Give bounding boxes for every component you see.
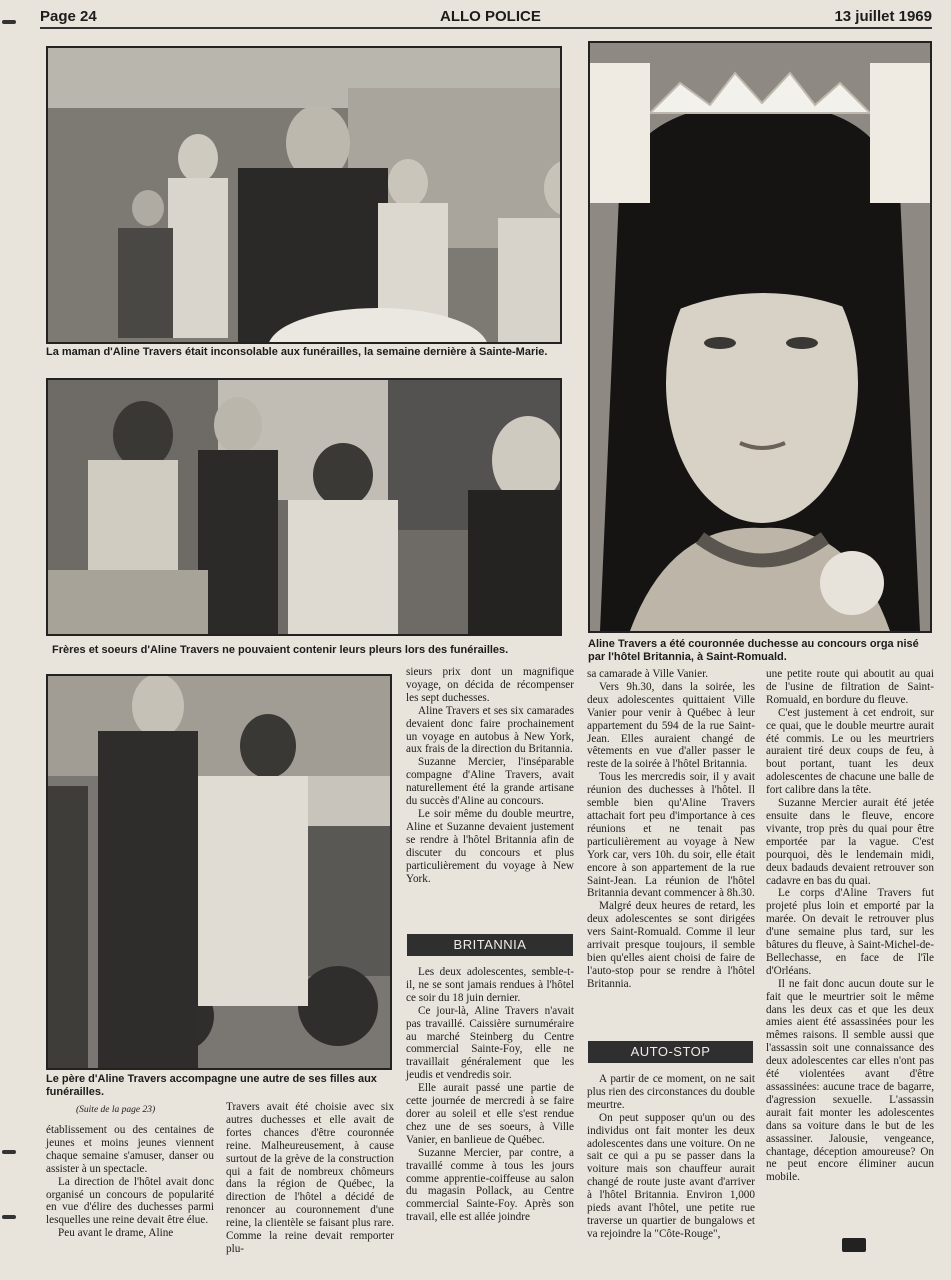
article-column-4b xyxy=(587,1073,755,1241)
paragraph: Elle aurait passé une partie de cette journée de mercredi à se faire dorer au soleil et elle s'est rendue chez une de ses soeurs, à Ville Vanier, en banlieue de Québec. xyxy=(406,1082,574,1146)
paragraph: Vers 9h.30, dans la soirée, les deux adolescentes quittaient Ville Vanier pour venir à Québec à leur appartement du 594 de la rue Saint-Jean. Elles auraient changé de vêtements en vue d'aller passer le reste de la soirée à l'hôtel Britannia. xyxy=(587,680,755,771)
article-end-mark xyxy=(842,1238,866,1252)
article-column-3b xyxy=(406,966,574,1224)
paragraph: Aline Travers et ses six camarades devaient donc faire prochainement un voyage en autobus à New York, aux frais de la direction du Britannia. xyxy=(406,704,574,756)
caption-funeral-mother: La maman d'Aline Travers était inconsolable aux funérailles, la semaine dernière à Sainte-Marie. xyxy=(46,346,548,358)
photo-siblings xyxy=(46,378,562,636)
photo-father xyxy=(46,674,392,1070)
paragraph: Malgré deux heures de retard, les deux adolescentes se sont dirigées vers Saint-Romuald. Comme il leur arrivait presque toujours, il semble bien qu'elles aient choisi de faire de l'auto-stop pour se rendre à l'hôtel Britannia. xyxy=(587,900,755,990)
paragraph: Le soir même du double meurtre, Aline et Suzanne devaient justement se rendre à l'hôtel Britannia afin de discuter du concours et plus particulièrement du voyage à New York. xyxy=(406,807,574,885)
caption-father: Le père d'Aline Travers accompagne une autre de ses filles aux funérailles. xyxy=(46,1073,377,1098)
paragraph: Suzanne Mercier, par contre, a travaillé comme à tous les jours comme apprentie-coiffeuse au salon du magasin Pollack, au Centre commercial Sainte-Foy. Après son travail, elle est allée joindre xyxy=(406,1146,574,1224)
paragraph: Tous les mercredis soir, il y avait réunion des duchesses à l'hôtel. Il semble bien qu'Aline Travers attachait fort peu d'importance à ces réunions et ne tenait pas particulièrement au voyage à New York car, vers 10h. du soir, elle était encore à son appartement de la rue Saint-Jean. La réunion de l'hôtel Britannia devant commencer à 8h.30. xyxy=(587,771,755,900)
paragraph: A partir de ce moment, on ne sait plus rien des circonstances du double meurtre. xyxy=(587,1073,755,1111)
paragraph: sa camarade à Ville Vanier. xyxy=(587,668,708,680)
binding-mark xyxy=(2,20,16,24)
photo-crowned-portrait xyxy=(588,41,932,633)
paragraph: sieurs prix dont un magnifique voyage, on décida de récompenser les sept duchesses. xyxy=(406,666,574,704)
paragraph: La direction de l'hôtel avait donc organisé un concours de popularité en vue d'élire des duchesses parmi lesquelles une reine devait être élue. xyxy=(46,1175,214,1227)
issue-date: 13 juillet 1969 xyxy=(834,8,932,25)
paragraph: Le corps d'Aline Travers fut projeté plus loin et emporté par la marée. On devait le retrouver plus d'une semaine plus tard, sur les bâtures du fleuve, à Saint-Michel-de-Bellechasse, en face de l'île d'Orléans. xyxy=(766,887,934,977)
subhead-britannia: BRITANNIA xyxy=(407,934,573,956)
header-rule xyxy=(40,27,932,29)
paragraph: C'est justement à cet endroit, sur ce quai, que le double meurtre aurait été commis. Le ou les meurtriers auraient tiré deux coups de feu, à bout portant, tuant les deux adolescentes de chacune une balle de fort calibre dans la tête. xyxy=(766,706,934,797)
article-column-2 xyxy=(226,1101,394,1256)
subhead-auto-stop: AUTO-STOP xyxy=(588,1041,753,1063)
article-column-1 xyxy=(46,1124,214,1240)
continuation-note: (Suite de la page 23) xyxy=(76,1105,156,1115)
paragraph: Les deux adolescentes, semble-t-il, ne se sont jamais rendues à l'hôtel ce soir du 18 juin dernier. xyxy=(406,966,574,1004)
paragraph: une petite route qui aboutit au quai de l'usine de filtration de Saint-Romuald, en bordure du fleuve. xyxy=(766,668,934,706)
article-column-5 xyxy=(766,668,934,1184)
paragraph: Il ne fait donc aucun doute sur le fait que le meurtrier soit le même dans les deux cas et que les deux amies aient été assassinées pour les mêmes raisons. Il semble aussi que l'assassin soit une connaissance des deux adolescentes car elles n'ont pas été violentées avant d'être assassinées: aucune trace de bagarre, d'agression sexuelle. L'assassin aurait fait monter les adolescentes dans sa voiture dans le but de les assassiner. Jalousie, vengeance, chantage, déception amoureuse? On ne peut encore éliminer aucun mobile. xyxy=(766,977,934,1184)
photo-funeral-mother xyxy=(46,46,562,344)
paragraph: Suzanne Mercier, l'inséparable compagne d'Aline Travers, avait naturellement été la grande artisane du succès d'Aline au concours. xyxy=(406,756,574,808)
caption-siblings: Frères et soeurs d'Aline Travers ne pouvaient contenir leurs pleurs lors des funérailles. xyxy=(52,644,509,656)
page-header xyxy=(40,6,932,28)
article-column-4a xyxy=(587,668,755,991)
binding-mark xyxy=(2,1150,16,1154)
paragraph: Travers avait été choisie avec six autres duchesses et elle avait de fortes chances d'être couronnée reine. Malheureusement, à cause surtout de la grève de la construction qui a fait de nombreux chômeurs dans la région de Québec, la direction de l'hôtel a décidé de renoncer au couronnement d'une reine, la clientèle se faisant plus rare. Comme la reine devait remporter plu- xyxy=(226,1101,394,1255)
paragraph: On peut supposer qu'un ou des individus ont fait monter les deux adolescentes dans une voiture. On ne sait ce qui a pu se passer dans la voiture mais son chauffeur aurait changé de route juste avant d'arriver à l'hôtel Britannia. Environ 1,000 pieds avant l'hôtel, une petite rue traverse un quartier de bungalows et va rejoindre la "Côte-Rouge", xyxy=(587,1111,755,1240)
newspaper-title: ALLO POLICE xyxy=(440,8,541,25)
paragraph: Suzanne Mercier aurait été jetée ensuite dans le fleuve, encore vivante, trop près du quai pour être emportée par la vague. C'est pourquoi, dès le lendemain midi, deux badauds devaient retrouver son cadavre en bas du quai. xyxy=(766,797,934,887)
paragraph: établissement ou des centaines de jeunes et moins jeunes viennent chaque semaine s'amuser, danser ou assister à un spectacle. xyxy=(46,1124,214,1175)
binding-mark xyxy=(2,1215,16,1219)
page-number: Page 24 xyxy=(40,8,97,25)
article-column-3a xyxy=(406,666,574,885)
paragraph: Peu avant le drame, Aline xyxy=(58,1227,174,1240)
caption-crowned: Aline Travers a été couronnée duchesse au concours orga nisé par l'hôtel Britannia, à Saint-Romuald. xyxy=(588,638,919,663)
paragraph: Ce jour-là, Aline Travers n'avait pas travaillé. Caissière surnuméraire au marché Steinberg du Centre commercial Sainte-Foy, elle ne travaillait généralement que les jeudis et vendredis soir. xyxy=(406,1004,574,1082)
